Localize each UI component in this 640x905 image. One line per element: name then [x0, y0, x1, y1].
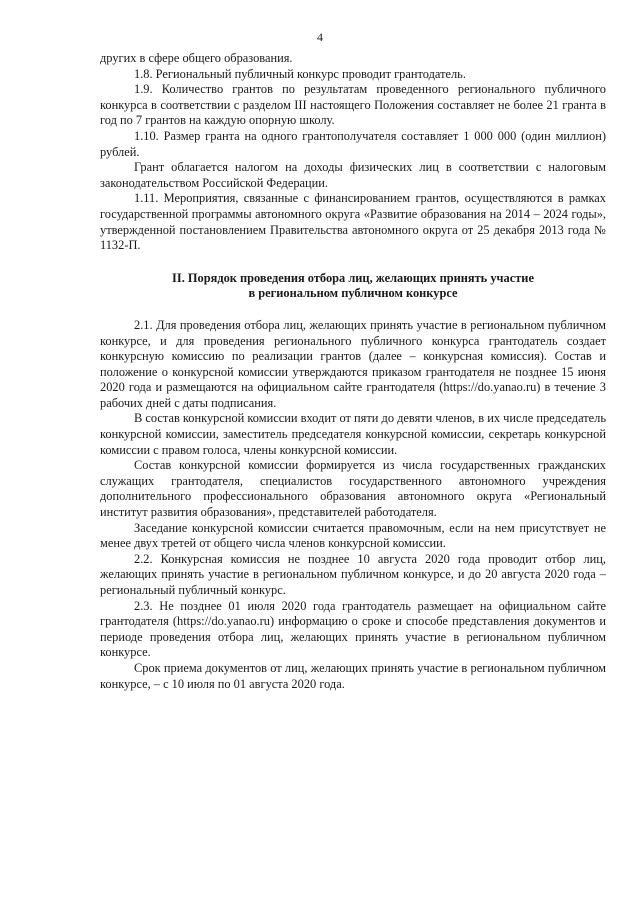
paragraph-continuation: других в сфере общего образования.: [100, 51, 293, 65]
document-body: [100, 51, 606, 692]
paragraph-members: В состав конкурсной комиссии входит от пяти до девяти членов, в их числе председатель конкурсной комиссии, заместитель председателя конкурсной комиссии, секретарь конкурсной комиссии с правом голоса, члены конкурсной комиссии.: [100, 411, 606, 457]
section-heading-line-2: в региональном публичном конкурсе: [248, 286, 458, 301]
paragraph-1-9: 1.9. Количество грантов по результатам проведенного регионального публичного конкурса в соответствии с разделом III настоящего Положения составляет не более 21 гранта в год по 7 грантов на каждую опорную школу.: [100, 82, 606, 128]
paragraph-quorum: Заседание конкурсной комиссии считается правомочным, если на нем присутствует не менее двух третей от общего числа членов конкурсной комиссии.: [100, 520, 606, 551]
paragraph-deadline: Срок приема документов от лиц, желающих принять участие в региональном публичном конкурсе, – с 10 июля по 01 августа 2020 года.: [100, 660, 606, 691]
paragraph-1-10: 1.10. Размер гранта на одного грантополучателя составляет 1 000 000 (один миллион) рублей.: [100, 128, 606, 159]
paragraph-tax: Грант облагается налогом на доходы физических лиц в соответствии с налоговым законодательством Российской Федерации.: [100, 160, 606, 190]
paragraph-2-1: 2.1. Для проведения отбора лиц, желающих принять участие в региональном публичном конкурсе, и для проведения регионального публичного конкурса грантодатель создает конкурсную комиссию по реализации грантов (далее – конкурсная комиссия). Состав и положение о конкурсной комиссии утверждаются приказом грантодателя не позднее 15 июня 2020 года и размещаются на официальном сайте грантодателя (https://do.yanao.ru) в течение 3 рабочих дней с даты подписания.: [100, 317, 606, 410]
paragraph-1-8: 1.8. Региональный публичный конкурс проводит грантодатель.: [134, 66, 466, 81]
page-number: 4: [317, 30, 323, 44]
section-heading: [100, 271, 606, 302]
paragraph-2-2: 2.2. Конкурсная комиссия не позднее 10 августа 2020 года проводит отбор лиц, желающих принять участие в региональном публичном конкурсе, и до 20 августа 2020 года – региональный публичный конкурс.: [100, 551, 606, 597]
section-heading-line-1: II. Порядок проведения отбора лиц, желающих принять участие: [172, 270, 534, 285]
paragraph-2-3: 2.3. Не позднее 01 июля 2020 года грантодатель размещает на официальном сайте грантодателя (https://do.yanao.ru) информацию о сроке и способе представления документов и периоде проведения отбора лиц, желающих принять участие в региональном публичном конкурсе.: [100, 598, 606, 660]
paragraph-1-11: 1.11. Мероприятия, связанные с финансированием грантов, осуществляются в рамках государственной программы автономного округа «Развитие образования на 2014 – 2024 годы», утвержденной постановлением Правительства автономного округа от 25 декабря 2013 года № 1132-П.: [100, 191, 606, 253]
paragraph-formed: Состав конкурсной комиссии формируется из числа государственных гражданских служащих грантодателя, специалистов государственного автономного учреждения дополнительного профессионального образования автономного округа «Региональный институт развития образования», представителей работодателя.: [100, 458, 606, 520]
